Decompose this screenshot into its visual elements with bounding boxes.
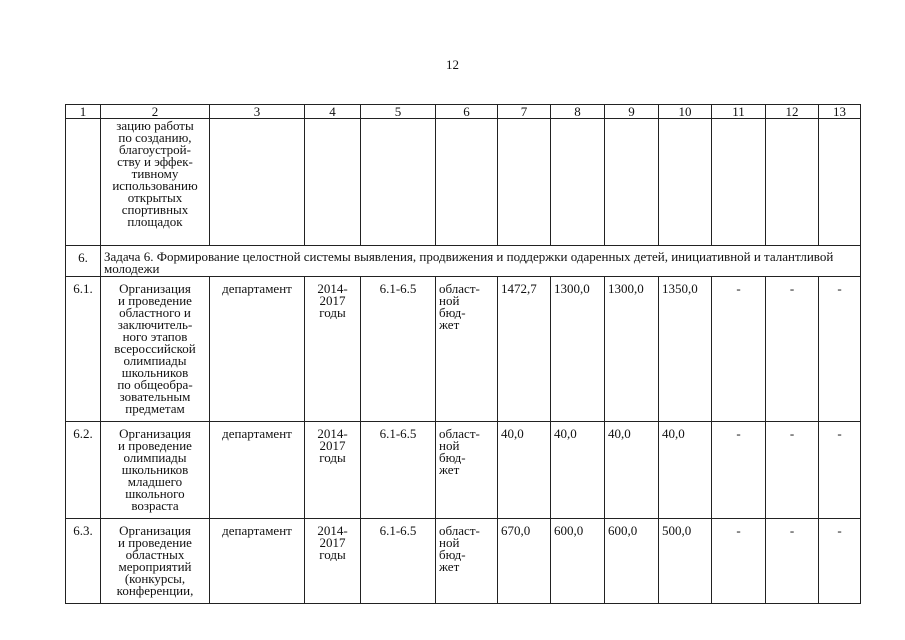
row-number: 6.3. (66, 519, 101, 604)
text-line: и проведение (118, 438, 192, 453)
col-header: 10 (659, 105, 712, 119)
text-line: открытых (127, 190, 183, 205)
text-line: 2017 (319, 537, 346, 549)
activity-name-cell (101, 119, 210, 246)
row-number: 6. (66, 246, 101, 277)
funding-source-cell (436, 277, 498, 422)
funding-source-cell (436, 519, 498, 604)
amount-cell: - (819, 422, 861, 519)
table-cell (305, 119, 361, 246)
text-line: всероссийской (114, 341, 196, 356)
text-line: областного и (119, 305, 191, 320)
text-line: зовательным (119, 389, 191, 404)
text-line: ной (439, 440, 460, 452)
table-cell (361, 119, 436, 246)
amount-cell: 40,0 (659, 422, 712, 519)
text-line: годы (319, 307, 346, 319)
amount-cell: - (712, 422, 766, 519)
text-line: бюд- (439, 307, 466, 319)
amount-cell: - (766, 519, 819, 604)
table-row (66, 519, 861, 604)
amount-cell: - (766, 277, 819, 422)
executor-cell: департамент (210, 519, 305, 604)
text-line: жет (439, 464, 460, 476)
amount-cell: 40,0 (551, 422, 605, 519)
row-number: 6.2. (66, 422, 101, 519)
amount-cell: 600,0 (605, 519, 659, 604)
amount-cell: - (712, 519, 766, 604)
years-cell (305, 519, 361, 604)
col-header: 9 (605, 105, 659, 119)
amount-cell: 1300,0 (551, 277, 605, 422)
years-cell (305, 422, 361, 519)
text-line: жет (439, 319, 460, 331)
text-line: предметам (125, 401, 185, 416)
col-header: 6 (436, 105, 498, 119)
text-line: ной (439, 295, 460, 307)
table-cell (436, 119, 498, 246)
text-line: олимпиады (123, 450, 187, 465)
amount-cell: - (766, 422, 819, 519)
amount-cell: 1472,7 (498, 277, 551, 422)
indicators-cell: 6.1-6.5 (361, 519, 436, 604)
amount-cell: - (712, 277, 766, 422)
table-cell (766, 119, 819, 246)
executor-cell: департамент (210, 277, 305, 422)
text-line: ству и эффек- (117, 154, 193, 169)
text-line: младшего (127, 474, 183, 489)
table-cell (551, 119, 605, 246)
text-line: 2014- (317, 525, 348, 537)
amount-cell: 500,0 (659, 519, 712, 604)
table-cell (819, 119, 861, 246)
text-line: ного этапов (122, 329, 188, 344)
text-line: и проведение (118, 293, 192, 308)
text-line: тивному (131, 166, 179, 181)
text-line: област- (439, 428, 480, 440)
col-header: 5 (361, 105, 436, 119)
text-line: Организация (119, 523, 191, 538)
amount-cell: - (819, 519, 861, 604)
amount-cell: 1300,0 (605, 277, 659, 422)
amount-cell: - (819, 277, 861, 422)
text-line: област- (439, 525, 480, 537)
text-line: конференции, (116, 583, 194, 598)
task-title: Задача 6. Формирование целостной системы выявления, продвижения и поддержки одаренных детей, инициативной и талантливой молодежи (101, 246, 861, 277)
text-line: годы (319, 549, 346, 561)
text-line: по созданию, (118, 130, 192, 145)
task-row (66, 246, 861, 277)
amount-cell: 670,0 (498, 519, 551, 604)
text-line: ной (439, 537, 460, 549)
col-header: 13 (819, 105, 861, 119)
page-number: 12 (446, 57, 459, 72)
table-cell (210, 119, 305, 246)
executor-cell: департамент (210, 422, 305, 519)
col-header: 12 (766, 105, 819, 119)
text-line: 2014- (317, 283, 348, 295)
table-cell (659, 119, 712, 246)
col-header: 3 (210, 105, 305, 119)
text-line: олимпиады (123, 353, 187, 368)
text-line: использованию (112, 178, 198, 193)
text-line: жет (439, 561, 460, 573)
activity-name-cell (101, 519, 210, 604)
amount-cell: 1350,0 (659, 277, 712, 422)
text-line: благоустрой- (119, 142, 191, 157)
text-line: областных (125, 547, 185, 562)
amount-cell: 600,0 (551, 519, 605, 604)
amount-cell: 40,0 (605, 422, 659, 519)
text-line: Организация (119, 281, 191, 296)
col-header: 2 (101, 105, 210, 119)
text-line: заключитель- (117, 317, 193, 332)
col-header: 1 (66, 105, 101, 119)
column-number-row (66, 105, 861, 119)
col-header: 8 (551, 105, 605, 119)
activity-name-cell (101, 277, 210, 422)
text-line: и проведение (118, 535, 192, 550)
text-line: 2017 (319, 295, 346, 307)
col-header: 7 (498, 105, 551, 119)
row-number: 6.1. (66, 277, 101, 422)
text-line: школьного (125, 486, 185, 501)
table-row (66, 422, 861, 519)
text-line: годы (319, 452, 346, 464)
text-line: област- (439, 283, 480, 295)
col-header: 4 (305, 105, 361, 119)
text-line: спортивных (121, 202, 189, 217)
table-row (66, 277, 861, 422)
text-line: 2017 (319, 440, 346, 452)
table-cell (712, 119, 766, 246)
activity-name-cell (101, 422, 210, 519)
funding-source-cell (436, 422, 498, 519)
text-line: мероприятий (118, 559, 192, 574)
years-cell (305, 277, 361, 422)
table-cell (498, 119, 551, 246)
text-line: бюд- (439, 452, 466, 464)
text-line: возраста (131, 498, 179, 513)
table-cell (66, 119, 101, 246)
text-line: площадок (127, 214, 183, 229)
text-line: по общеобра- (117, 377, 193, 392)
amount-cell: 40,0 (498, 422, 551, 519)
text-line: Организация (119, 426, 191, 441)
text-line: бюд- (439, 549, 466, 561)
text-line: 2014- (317, 428, 348, 440)
indicators-cell: 6.1-6.5 (361, 277, 436, 422)
text-line: (конкурсы, (124, 571, 186, 586)
text-line: школьников (121, 365, 189, 380)
text-line: школьников (121, 462, 189, 477)
program-table (65, 104, 861, 604)
indicators-cell: 6.1-6.5 (361, 422, 436, 519)
text-line: зацию работы (116, 118, 194, 133)
col-header: 11 (712, 105, 766, 119)
table-cell (605, 119, 659, 246)
table-row-continuation (66, 119, 861, 246)
